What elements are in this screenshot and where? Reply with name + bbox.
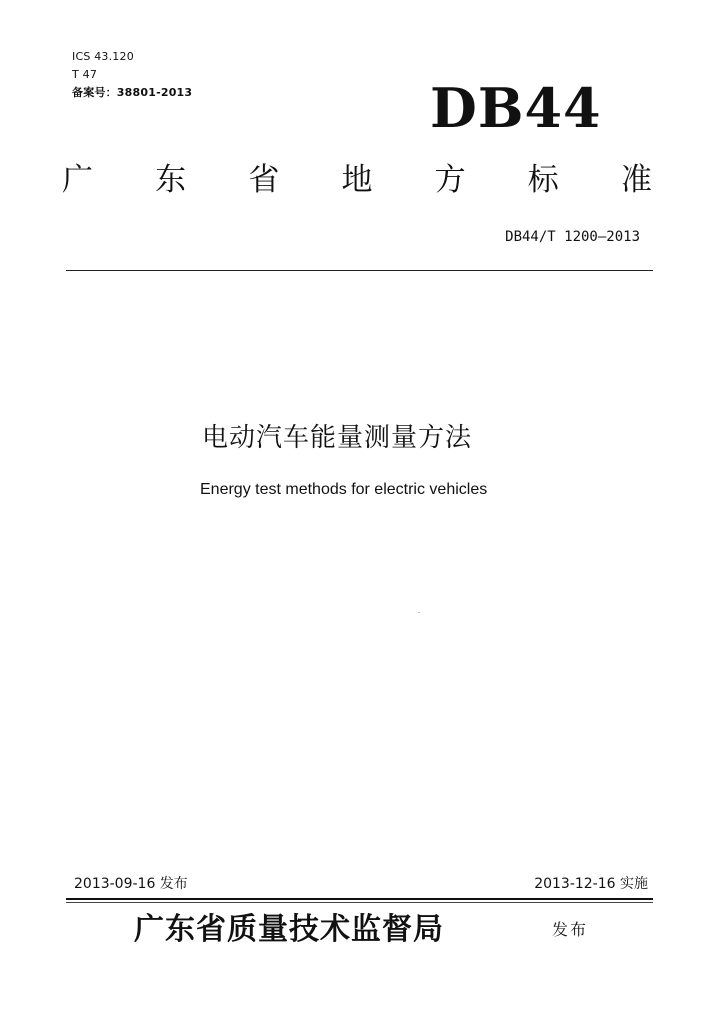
standard-type-char: 标	[527, 162, 559, 198]
document-title-english: Energy test methods for electric vehicles	[200, 481, 488, 498]
bottom-divider-thin	[66, 902, 653, 903]
standard-type-char: 广	[62, 162, 93, 198]
classification-code: T 47	[72, 68, 98, 81]
document-title-chinese: 电动汽车能量测量方法	[202, 423, 473, 453]
standard-type-title	[62, 160, 652, 200]
issue-date: 2013-09-16 发布	[74, 876, 188, 892]
standard-number: DB44/T 1200—2013	[505, 229, 640, 245]
issuing-verb: 发布	[552, 920, 589, 939]
standard-type-char: 方	[434, 162, 466, 198]
implementation-date: 2013-12-16 实施	[534, 876, 648, 892]
ics-code: ICS 43.120	[72, 50, 134, 63]
bottom-divider-thick	[66, 898, 653, 900]
filing-number: 备案号：38801-2013	[72, 86, 193, 99]
standard-type-char: 地	[341, 162, 373, 198]
standard-type-char: 东	[155, 162, 187, 198]
issuing-authority: 广东省质量技术监督局	[134, 912, 444, 947]
top-divider	[66, 270, 653, 271]
standard-type-char: 省	[248, 162, 280, 198]
scan-speck	[418, 612, 420, 613]
standard-type-char: 准	[620, 162, 652, 198]
standard-mark: DB44	[430, 76, 602, 140]
